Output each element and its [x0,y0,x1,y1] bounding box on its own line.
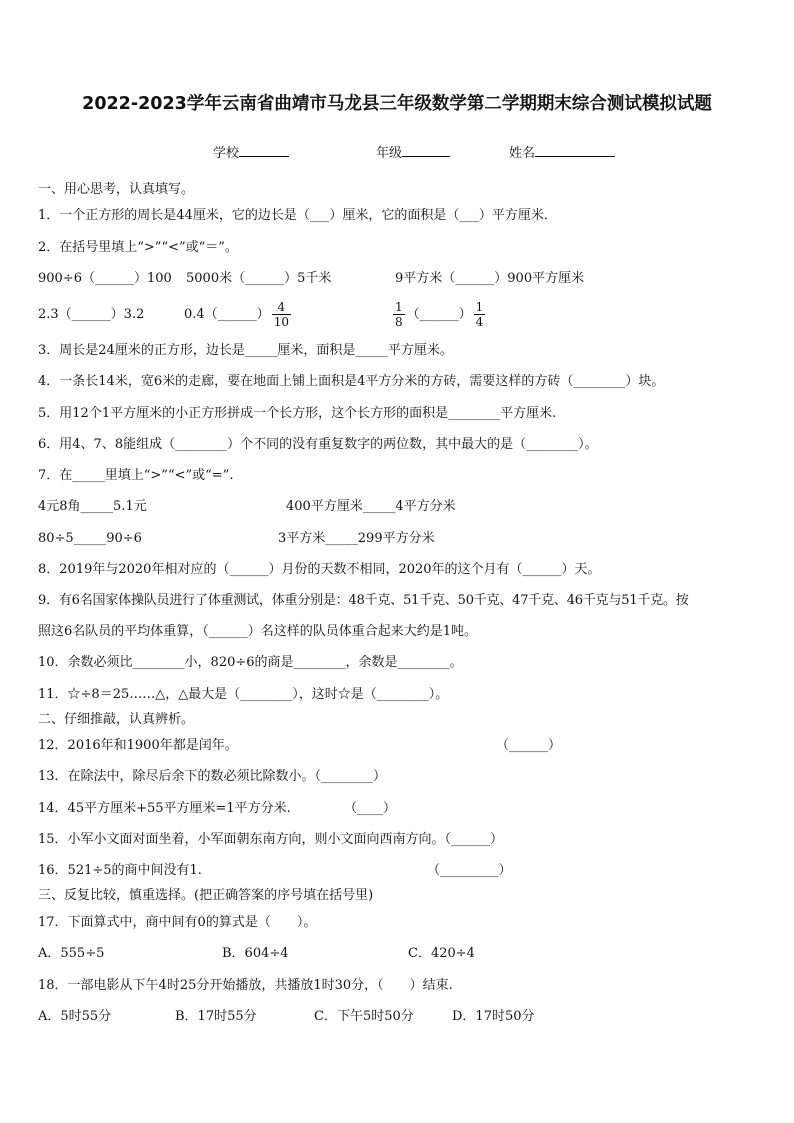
q2-item-e-text: 0.4（______） [184,307,270,322]
name-blank [535,144,615,157]
fraction-4-10 [272,300,291,329]
school-field [213,142,289,161]
fraction-1-4 [474,300,486,329]
grade-blank [402,144,450,157]
question-8: 8．2019年与2020年相对应的（______）月份的天数不相同，2020年的这个月有（______）天。 [38,562,601,577]
question-9-line-2: 照这6名队员的平均体重算，（______）名这样的队员体重合起来大约是1吨。 [38,624,478,639]
fraction-denominator: 8 [395,315,403,329]
q18-option-d: D．17时50分 [452,1009,535,1024]
grade-field [376,142,450,161]
q2-item-d: 2.3（______）3.2 [38,307,145,322]
question-14: 14．45平方厘米+55平方厘米=1平方分米. [38,801,291,816]
section-heading-2: 二、仔细推敲，认真辨析。 [38,712,195,727]
question-15: 15．小军小文面对面坐着，小军面朝东南方向，则小文面向西南方向。（______） [38,832,504,847]
grade-label: 年级 [376,146,403,161]
question-12: 12．2016年和1900年都是闰年。 [38,738,238,753]
q2-item-c: 9平方米（______）900平方厘米 [395,271,585,286]
question-9-line-1: 9．有6名国家体操队员进行了体重测试，体重分别是：48千克、51千克、50千克、47千克、46千克与51千克。按 [38,593,689,608]
q18-option-a: A．5时55分 [38,1009,112,1024]
name-field [509,142,615,161]
question-12-answer: （______） [496,738,562,753]
q17-option-a: A．555÷5 [38,946,105,961]
q17-option-c: C．420÷4 [408,946,475,961]
q7-item-c: 80÷5_____90÷6 [38,531,142,546]
q2-item-a: 900÷6（______）100 [38,271,172,286]
fraction-numerator: 1 [475,300,484,314]
q2-item-f [391,297,487,333]
fraction-denominator: 10 [273,315,289,329]
q7-item-a: 4元8角_____5.1元 [38,499,147,514]
q2-item-f-blank: （______） [406,307,472,322]
question-17: 17．下面算式中，商中间有0的算式是（ ）。 [38,915,317,930]
question-14-answer: （____） [344,801,397,816]
q2-item-e [184,297,293,333]
question-16: 16．521÷5的商中间没有1. [38,863,202,878]
question-13: 13．在除法中，除尽后余下的数必须比除数小。（________） [38,769,387,784]
question-2: 2．在括号里填上“>”“<”或“＝”。 [38,240,238,255]
question-4: 4．一条长14米，宽6米的走廊，要在地面上铺上面积是4平方分米的方砖，需要这样的方砖（________）块。 [38,374,665,389]
fraction-numerator: 4 [277,300,286,314]
question-18: 18．一部电影从下午4时25分开始播放，共播放1时30分，（ ）结束. [38,978,453,993]
page-title: 2022-2023学年云南省曲靖市马龙县三年级数学第二学期期末综合测试模拟试题 [82,94,712,114]
fraction-numerator: 1 [395,300,403,314]
school-label: 学校 [213,146,240,161]
section-heading-1: 一、用心思考，认真填写。 [38,182,195,197]
q7-item-d: 3平方米_____299平方分米 [278,531,435,546]
question-5: 5．用12个1平方厘米的小正方形拼成一个长方形，这个长方形的面积是________平方厘米. [38,406,557,421]
fraction-denominator: 4 [475,315,484,329]
question-10: 10．余数必须比________小，820÷6的商是________，余数是________。 [38,655,463,670]
q7-item-b: 400平方厘米_____4平方分米 [286,499,456,514]
name-label: 姓名 [509,146,536,161]
fraction-1-8 [393,300,405,329]
question-6: 6．用4、7、8能组成（________）个不同的没有重复数字的两位数，其中最大的是（________）。 [38,437,598,452]
school-blank [239,144,289,157]
question-3: 3．周长是24厘米的正方形，边长是_____厘米，面积是_____平方厘米。 [38,343,453,358]
section-heading-3: 三、反复比较，慎重选择。(把正确答案的序号填在括号里) [38,888,374,903]
q2-item-b: 5000米（______）5千米 [186,271,332,286]
question-16-answer: （_________） [427,863,512,878]
question-7: 7．在_____里填上“>”“<”或“=”. [38,468,234,483]
q18-option-c: C．下午5时50分 [314,1009,414,1024]
q17-option-b: B．604÷4 [222,946,289,961]
question-11: 11．☆÷8＝25……△，△最大是（________），这时☆是（________）。 [38,687,449,702]
q18-option-b: B．17时55分 [175,1009,257,1024]
question-1: 1．一个正方形的周长是44厘米，它的边长是（___）厘米，它的面积是（___）平方厘米． [38,208,557,223]
